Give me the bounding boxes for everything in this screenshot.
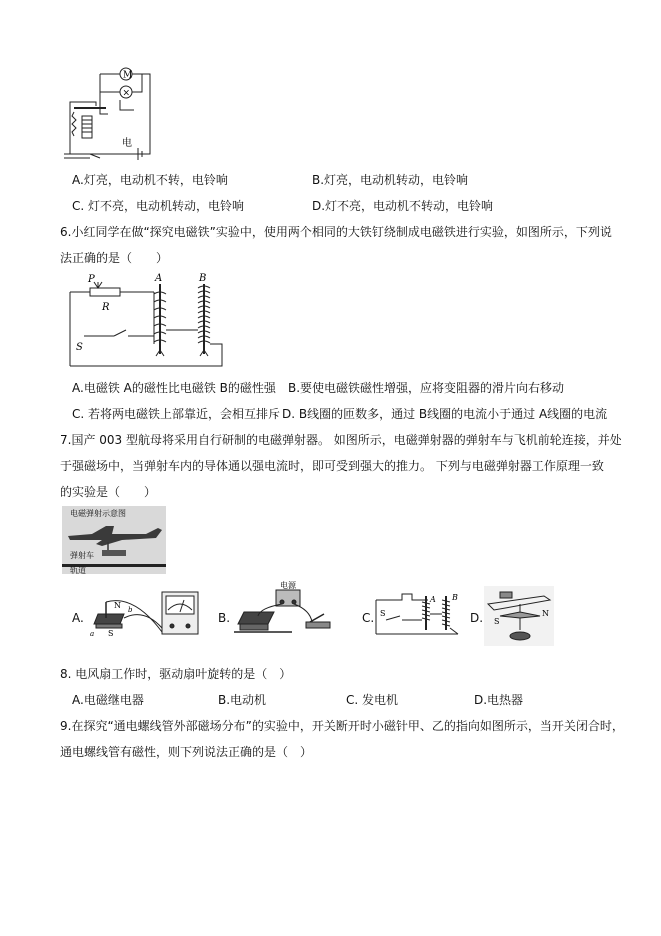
- q7-diagram-cart: 弹射车: [70, 551, 94, 560]
- q7-c-label-a: A: [430, 595, 436, 604]
- q7-a-label-a: a: [90, 630, 95, 638]
- q6-label-p: P: [88, 274, 95, 285]
- q5-motor-label: M: [123, 70, 133, 81]
- q6-option-c: C. 若将两电磁铁上部靠近，会相互排斥: [72, 407, 281, 421]
- q7-stem-line3: 的实验是（ ）: [60, 485, 157, 499]
- q7-diagram-title: 电磁弹射示意图: [70, 509, 126, 518]
- q8-stem: 8. 电风扇工作时，驱动扇叶旋转的是（ ）: [60, 667, 292, 681]
- q7-option-d-label: D.: [470, 611, 484, 625]
- q7-option-b-figure: [230, 580, 340, 642]
- q8-option-a: A.电磁继电器: [72, 693, 144, 707]
- q6-label-r: R: [102, 302, 110, 313]
- q6-stem-line2: 法正确的是（ ）: [60, 251, 169, 265]
- q7-d-label-s: S: [494, 617, 500, 626]
- q6-label-a: A: [155, 273, 163, 284]
- q7-diagram-track: 轨道: [70, 566, 86, 574]
- q7-catapult-diagram: [62, 506, 166, 574]
- q7-d-label-n: N: [542, 609, 549, 618]
- q7-option-c-figure: [372, 590, 462, 640]
- q6-option-a: A.电磁铁 A的磁性比电磁铁 B的磁性强: [72, 381, 276, 395]
- q6-label-s: S: [76, 342, 83, 353]
- q7-c-label-s: S: [380, 609, 386, 618]
- q7-option-c-label: C.: [362, 611, 375, 625]
- q5-relay-circuit-figure: [60, 62, 160, 168]
- q7-b-label-power: 电源: [280, 581, 296, 590]
- q7-a-label-b: b: [128, 606, 133, 614]
- q6-stem-line1: 6.小红同学在做“探究电磁铁”实验中，使用两个相同的大铁钉绕制成电磁铁进行实验，如图所示，下列说: [60, 225, 612, 239]
- q6-option-b: B.要使电磁铁磁性增强，应将变阻器的滑片向右移动: [288, 381, 565, 395]
- q5-option-b: B.灯亮，电动机转动，电铃响: [312, 173, 469, 187]
- q7-option-b-label: B.: [218, 611, 231, 625]
- q6-option-d: D. B线圈的匝数多，通过 B线圈的电流小于通过 A线圈的电流: [282, 407, 608, 421]
- q5-option-c: C. 灯不亮，电动机转动，电铃响: [72, 199, 245, 213]
- q7-option-d-figure: [484, 586, 554, 646]
- q5-bell-label: 电: [122, 138, 132, 149]
- q8-option-b: B.电动机: [218, 693, 267, 707]
- q7-c-label-b: B: [452, 593, 458, 602]
- q6-label-b: B: [199, 273, 207, 284]
- q6-electromagnet-circuit-figure: [64, 270, 230, 374]
- q7-option-a-label: A.: [72, 611, 84, 625]
- q8-option-c: C. 发电机: [346, 693, 399, 707]
- q9-stem-line1: 9.在探究“通电螺线管外部磁场分布”的实验中，开关断开时小磁针甲、乙的指向如图所示，当开关闭合时，: [60, 719, 624, 733]
- q7-option-a-figure: [84, 588, 208, 640]
- q7-stem-line1: 7.国产 003 型航母将采用自行研制的电磁弹射器。 如图所示，电磁弹射器的弹射车与飞机前轮连接，并处: [60, 433, 622, 447]
- q7-a-label-n: N: [114, 601, 121, 610]
- q9-stem-line2: 通电螺线管有磁性，则下列说法正确的是（ ）: [60, 745, 313, 759]
- q7-a-label-s: S: [108, 629, 114, 638]
- q5-option-a: A.灯亮，电动机不转，电铃响: [72, 173, 228, 187]
- q7-stem-line2: 于强磁场中，当弹射车内的导体通以强电流时，即可受到强大的推力。 下列与电磁弹射器工作原理一致: [60, 459, 604, 473]
- q8-option-d: D.电热器: [474, 693, 524, 707]
- q5-lamp-label: ×: [122, 88, 131, 99]
- q5-option-d: D.灯不亮，电动机不转动，电铃响: [312, 199, 494, 213]
